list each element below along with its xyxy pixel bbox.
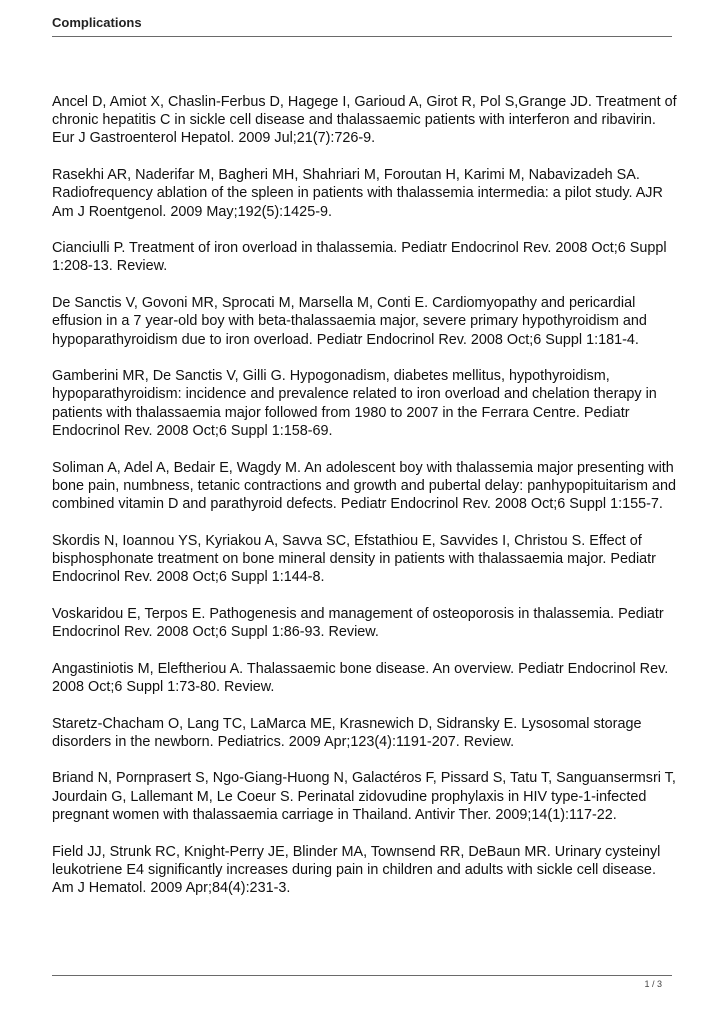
page-footer xyxy=(52,975,672,992)
reference-item: De Sanctis V, Govoni MR, Sprocati M, Marsella M, Conti E. Cardiomyopathy and pericardial effusion in a 7 year-old boy with beta-thalassaemia major, severe primary hypothyroidism and hypoparathyroidism due to iron overload. Pediatr Endocrinol Rev. 2008 Oct;6 Suppl 1:181-4. xyxy=(52,295,647,348)
reference-item: Gamberini MR, De Sanctis V, Gilli G. Hypogonadism, diabetes mellitus, hypothyroidism, hypoparathyroidism: incidence and prevalence related to iron overload and chelation therapy in patients with thalassaemia major followed from 1980 to 2007 in the Ferrara Centre. Pediatr Endocrinol Rev. 2008 Oct;6 Suppl 1:158-69. xyxy=(52,368,657,439)
reference-item: Briand N, Pornprasert S, Ngo-Giang-Huong N, Galactéros F, Pissard S, Tatu T, Sanguansermsri T, Jourdain G, Lallemant M, Le Coeur S. Perinatal zidovudine prophylaxis in HIV type-1-infected pregnant women with thalassaemia carriage in Thailand. Antivir Ther. 2009;14(1):117-22. xyxy=(52,770,676,823)
reference-item: Voskaridou E, Terpos E. Pathogenesis and management of osteoporosis in thalassemia. Pediatr Endocrinol Rev. 2008 Oct;6 Suppl 1:86-93. Review. xyxy=(52,605,664,640)
page-header xyxy=(52,14,672,37)
page-number: 1 / 3 xyxy=(644,979,662,989)
reference-list xyxy=(52,93,677,916)
page-title: Complications xyxy=(52,15,142,30)
reference-item: Soliman A, Adel A, Bedair E, Wagdy M. An adolescent boy with thalassemia major presenting with bone pain, numbness, tetanic contractions and growth and pubertal delay: panhypopituitarism and combined vitamin D and parathyroid defects. Pediatr Endocrinol Rev. 2008 Oct;6 Suppl 1:155-7. xyxy=(52,459,676,512)
reference-item: Cianciulli P. Treatment of iron overload in thalassemia. Pediatr Endocrinol Rev. 2008 Oct;6 Suppl 1:208-13. Review. xyxy=(52,240,667,275)
reference-item: Ancel D, Amiot X, Chaslin-Ferbus D, Hagege I, Garioud A, Girot R, Pol S,Grange JD. Treatment of chronic hepatitis C in sickle cell disease and thalassaemic patients with interferon and ribavirin. Eur J Gastroenterol Hepatol. 2009 Jul;21(7):726-9. xyxy=(52,94,677,147)
reference-item: Staretz-Chacham O, Lang TC, LaMarca ME, Krasnewich D, Sidransky E. Lysosomal storage disorders in the newborn. Pediatrics. 2009 Apr;123(4):1191-207. Review. xyxy=(52,715,642,750)
reference-item: Skordis N, Ioannou YS, Kyriakou A, Savva SC, Efstathiou E, Savvides I, Christou S. Effect of bisphosphonate treatment on bone mineral density in patients with thalassaemia major. Pediatr Endocrinol Rev. 2008 Oct;6 Suppl 1:144-8. xyxy=(52,532,656,586)
reference-item: Field JJ, Strunk RC, Knight-Perry JE, Blinder MA, Townsend RR, DeBaun MR. Urinary cysteinyl leukotriene E4 significantly increases during pain in children and adults with sickle cell disease. Am J Hematol. 2009 Apr;84(4):231-3. xyxy=(52,843,661,896)
reference-item: Rasekhi AR, Naderifar M, Bagheri MH, Shahriari M, Foroutan H, Karimi M, Nabavizadeh SA. Radiofrequency ablation of the spleen in patients with thalassemia intermedia: a pilot study. AJR Am J Roentgenol. 2009 May;192(5):1425-9. xyxy=(52,167,663,220)
reference-item: Angastiniotis M, Eleftheriou A. Thalassaemic bone disease. An overview. Pediatr Endocrinol Rev. 2008 Oct;6 Suppl 1:73-80. Review. xyxy=(52,660,669,695)
